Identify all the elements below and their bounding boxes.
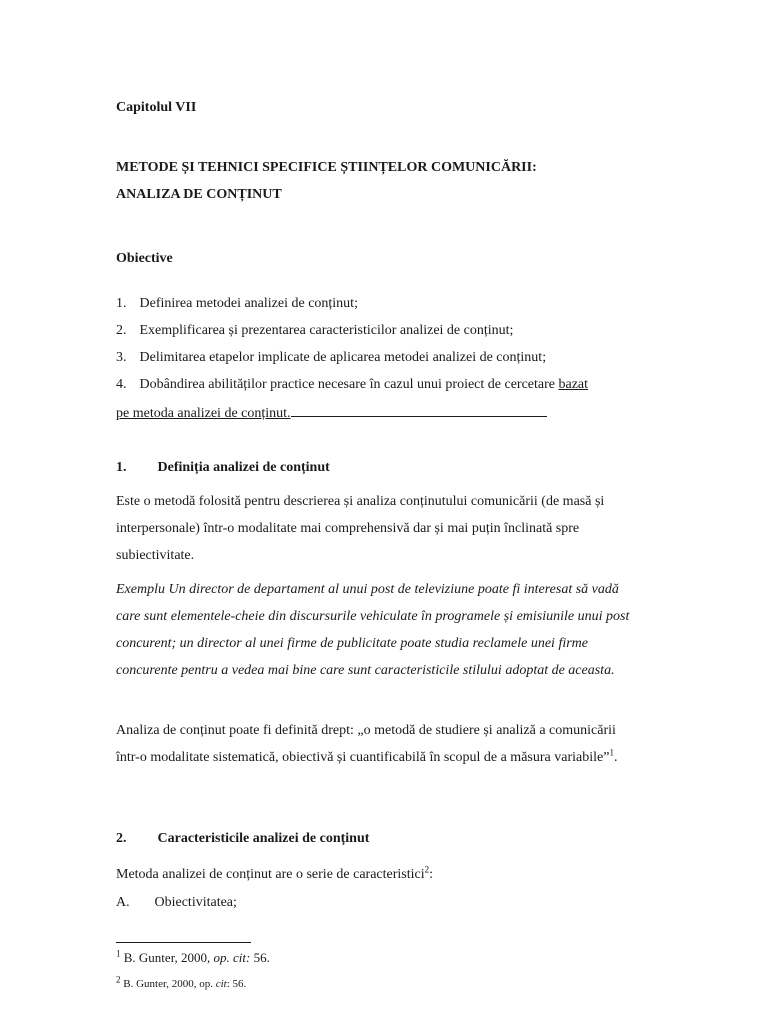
footnote-mark: 2 [116,974,121,985]
footnote-text: B. Gunter, 2000, op. [120,978,216,990]
objectives-heading: Obiective [116,251,173,266]
section-number: 1. [116,460,127,475]
section-title: Definiția analizei de conținut [157,460,330,475]
footnote-text: B. Gunter, 2000, [120,950,214,965]
objective-text: Exemplificarea și prezentarea caracteristicilor analizei de conținut; [139,323,514,338]
objective-item [116,377,588,393]
paragraph-definition: Este o metodă folosită pentru descrierea și analiza conținutului comunicării (de masă și interpersonale) într-o modalitate mai comprehensivă dar și mai puțin înclinată spre subiectivitate. [116,494,605,563]
footnote-separator [116,942,251,943]
footnote-2 [116,974,247,990]
title-line-1: METODE ȘI TEHNICI SPECIFICE ȘTIINȚELOR COMUNICĂRII: [116,160,537,175]
footnote-1 [116,950,270,966]
objective-text: Dobândirea abilităților practice necesare în cazul unui proiect de cercetare [139,377,555,392]
quote-end: . [613,750,618,765]
objective-continuation-text: pe metoda analizei de conținut. [116,406,291,421]
footnote-mark: 1 [116,948,121,959]
objective-continuation [116,404,547,422]
title-line-2: ANALIZA DE CONȚINUT [116,187,282,202]
quote-text: Analiza de conținut poate fi definită drept: „o metodă de studiere și analiză a comunicării într-o modalitate sistematică, obiectivă și cuantificabilă în scopul de a măsura variabile” [116,723,616,765]
characteristics-text: Metoda analizei de conținut are o serie de caracteristici [116,867,425,882]
objective-number: 4. [116,377,127,392]
footnote-italic: cit [215,978,227,990]
paragraph-characteristics [116,864,434,883]
objective-item [116,296,358,312]
objective-number: 3. [116,350,127,365]
footnote-text-end: : 56. [226,978,247,990]
objective-text: Definirea metodei analizei de conținut; [139,296,358,311]
paragraph-quote [116,717,636,771]
objective-number: 2. [116,323,127,338]
list-item-a [116,895,237,911]
objective-text: Delimitarea etapelor implicate de aplicarea metodei analizei de conținut; [139,350,547,365]
objective-underlined-word: bazat [558,377,589,392]
underline-fill [291,404,547,417]
section-1-heading [116,460,330,476]
example-paragraph: Exemplu Un director de departament al unui post de televiziune poate fi interesat să vadă care sunt elementele-cheie din discursurile vehiculate în programele și emisiunile unui post concurent; un director al unei firme de publicitate poate studia reclamele unei firme concurente pentru a vedea mai bine care sunt caracteristicile stilului adoptat de aceasta. [116,582,630,678]
objective-item [116,323,513,339]
footnote-ref: 1 [609,747,614,758]
section-number: 2. [116,831,127,846]
footnote-italic: op. cit: [213,950,251,965]
section-title: Caracteristicile analizei de conținut [157,831,370,846]
chapter-label: Capitolul VII [116,100,197,115]
list-label: A. [116,895,130,910]
footnote-ref: 2 [424,864,430,875]
objective-item [116,350,546,366]
characteristics-end: : [429,867,434,882]
objective-number: 1. [116,296,127,311]
footnote-text-end: 56. [250,950,270,965]
section-2-heading [116,831,369,847]
list-text: Obiectivitatea; [154,895,237,910]
